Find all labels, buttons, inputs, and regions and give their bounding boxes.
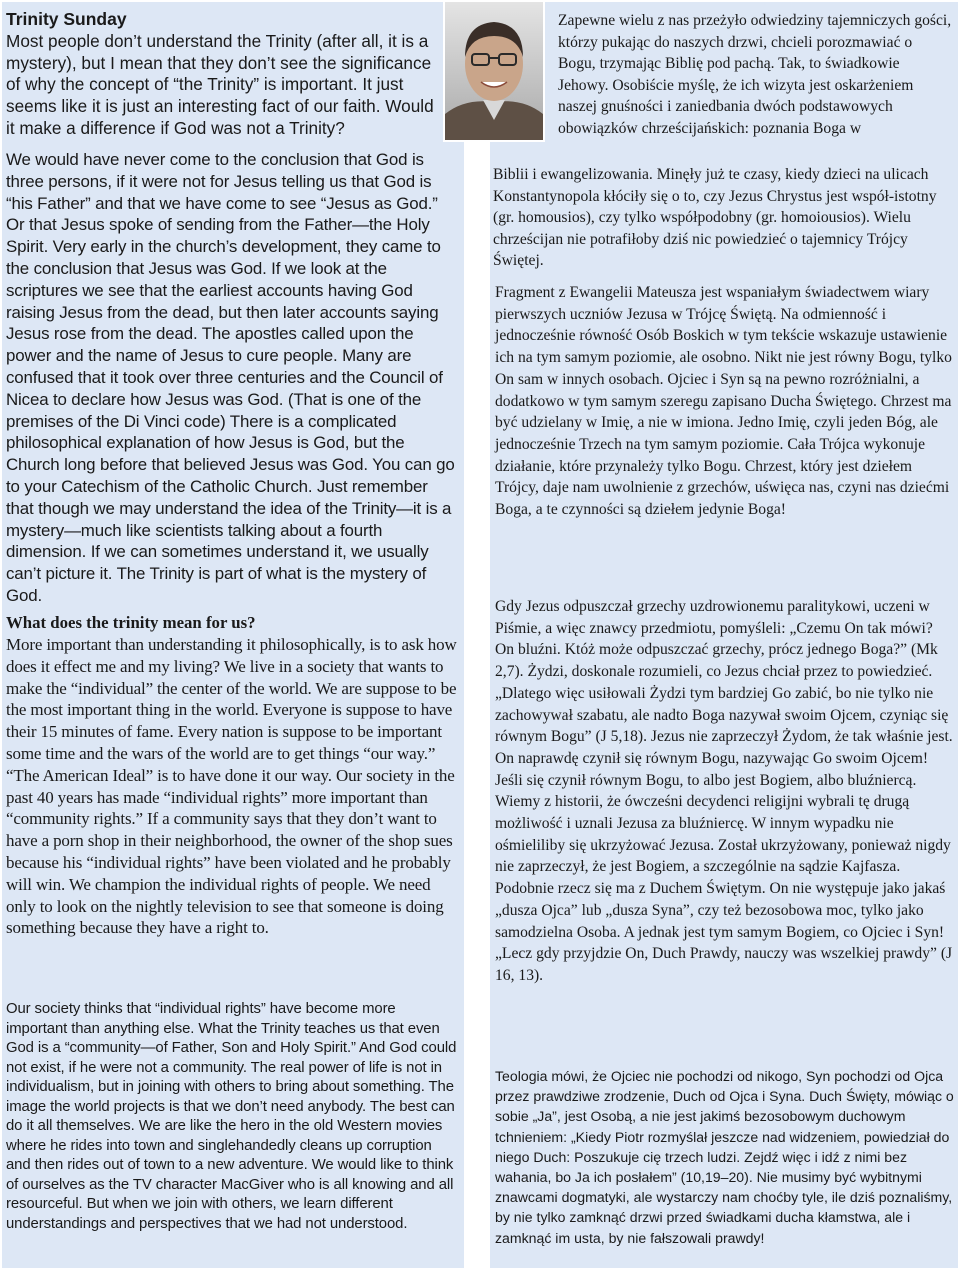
body-paragraph-community: Our society thinks that “individual rights” have become more important than anything else. What the Trinity teaches us that even God is a “community—of Father, Son and Holy Spirit.” And God could not exist, if he were not a community. The real power of life is not in individualism, but in joining with others to bring about something. The image the world projects is that we don’t need anybody. The best can do it all themselves. We are like the hero in the old Western movies where he rides into town and singlehandedly cleans up corruption and then rides out of town to a new adventure. We would like to think of ourselves as the TV character MacGiver who is all knowing and all resourceful. But when we join with others, we learn different understandings and perspectives that we had not understood.: [6, 1001, 457, 1232]
article-title: Trinity Sunday: [6, 9, 127, 29]
body-paragraph-individual-rights: More important than understanding it philosophically, is to ask how does it effect me and my living? We live in a society that wants to make the “individual” the center of the world. We are suppose to be the most important thing in the world. Everyone is suppose to have their 15 minutes of fame. Every nation is suppose to be important some time and the wars of the world are to get things “our way.” “The American Ideal” is to have done it our way. Our society in the past 40 years has made “individual rights” more important than “community rights.” If a community says that they don’t want to have a porn shop in their neighborhood, the owner of the shop sues because his “individual rights” have been violated and he probably will win. We champion the individual rights of people. We need only to look on the nightly television to see that someone is doing something because they have a right to.: [6, 635, 457, 938]
polish-paragraph-1: Zapewne wielu z nas przeżyło odwiedziny tajemniczych gości, którzy pukając do naszych drzwi, chcieli porozmawiać o Bogu, trzymając Biblię pod pachą. Tak, to świadkowie Jehowy. Osobiście myślę, że ich wizyta jest oskarżeniem naszej gnuśności i zaniedbania dwóch podstawowych obowiązków chrześcijańskich: poznania Boga w: [558, 12, 952, 137]
author-photo: [443, 0, 545, 142]
polish-paragraph-1-continued: Biblii i ewangelizowania. Minęły już te czasy, kiedy dzieci na ulicach Konstantynopola kłóciły się o to, czy Jezus Chrystus jest współ-istotny (gr. homousios), czy tylko współpodobny (gr. homoiousios). Wielu chrześcijan nie potrafiłoby dziś nic powiedzieć o tajemnicy Trójcy Świętej.: [493, 166, 937, 269]
section-heading: What does the trinity mean for us?: [6, 613, 256, 632]
main-paragraph: We would have never come to the conclusion that God is three persons, if it were not for Jesus telling us that God is “his Father” and that we have come to see “Jesus as God.” Or that Jesus spoke of sending from the Father—the Holy Spirit. Very early in the church’s development, they came to the conclusion that Jesus was God. If we look at the scriptures we see that the earliest accounts having God raising Jesus from the dead, but then later accounts saying Jesus rose from the dead. The apostles called upon the power and the name of Jesus to cure people. Many are confused that it took over three centuries and the Council of Nicea to declare how Jesus was God. (That is one of the premises of the Di Vinci code) There is a complicated philosophical explanation of how Jesus is God, but the Church long before that believed Jesus was God. You can go to your Catechism of the Catholic Church. Just remember that though we may understand the idea of the Trinity—it is a mystery—much like scientists talking about a fourth dimension. If we can sometimes understand it, we usually can’t picture it. The Trinity is part of what is the mystery of God.: [6, 150, 455, 605]
polish-paragraph-2: Fragment z Ewangelii Mateusza jest wspaniałym świadectwem wiary pierwszych uczniów Jezusa w Trójcę Świętą. Na odmienność i jednocześnie równość Osób Boskich w tym tekście wskazuje ustawienie ich na tym samym poziomie, ale osobno. Nikt nie jest równy Bogu, tylko On sam w innych osobach. Ojciec i Syn są na pewno rozróżnialni, a dodatkowo w tym samym szeregu zapisano Ducha Świętego. Chrzest ma być udzielany w Imię, a nie w imiona. Jedno Imię, czyli jeden Bóg, ale jednocześnie Trzech na tym samym poziomie. Cała Trójca wykonuje działanie, które przynależy tylko Bogu. Chrzest, który jest dziełem Trójcy, daje nam uwolnienie z grzechów, uświęca nas, czyni nas dziećmi Boga, a te czynności są dziełem jedynie Boga!: [495, 284, 952, 519]
intro-paragraph: Most people don’t understand the Trinity (after all, it is a mystery), but I mean that they don’t see the significance of why the concept of “the Trinity” is important. It just seems like it is just an interesting fact of our faith. Would it make a difference if God was not a Trinity?: [6, 31, 434, 138]
polish-paragraph-4: Teologia mówi, że Ojciec nie pochodzi od nikogo, Syn pochodzi od Ojca przez prawdziwe zrodzenie, Duch od Ojca i Syna. Duch Święty, mówiąc o sobie „Ja”, jest Osobą, a nie jest jakimś bezosobowym duchowym tchnieniem: „Kiedy Piotr rozmyślał jeszcze nad widzeniem, powiedział do niego Duch: Poszukuje cię trzech ludzi. Zejdź więc i idź z nimi bez wahania, bo Ja ich posłałem” (10,19–20). Nie musimy być wybitnymi znawcami dogmatyki, ale wystarczy nam choćby tyle, ile dziś poznaliśmy, by nie tylko zamknąć drzwi przed świadkami ducha kłamstwa, ale i zamknąć im usta, by nie fałszowali prawdy!: [495, 1068, 954, 1246]
polish-paragraph-3: Gdy Jezus odpuszczał grzechy uzdrowionemu paralitykowi, uczeni w Piśmie, a więc znawcy przedmiotu, pomyśleli: „Czemu On tak mówi? On bluźni. Któż może odpuszczać grzechy, prócz jednego Boga?” (Mk 2,7). Żydzi, doskonale rozumieli, co Jezus chciał przez to powiedzieć. „Dlatego więc usiłowali Żydzi tym bardziej Go zabić, bo nie tylko nie zachowywał szabatu, ale nadto Boga nazywał swoim Ojcem, czyniąc się równym Bogu” (J 5,18). Jezus nie zaprzeczył Żydom, że tak właśnie jest. On naprawdę czynił się równym Bogu, nazywając Go swoim Ojcem! Jeśli się czynił równym Bogu, to albo jest Bogiem, albo bluźniercą. Wiemy z historii, że ówcześni decydenci religijni wybrali tę drugą możliwość i uznali Jezusa za bluźniercę. W innym wypadku nie ośmieliliby się ukrzyżować Jezusa. Został ukrzyżowany, ponieważ nigdy nie zaprzeczył, że jest Bogiem, a szczególnie na sądzie Kajfasza. Podobnie rzecz się ma z Duchem Świętym. On nie występuje jako jakaś „dusza Ojca” lub „dusza Syna”, czy też bezosobowa moc, tylko jako samodzielna Osoba. A jednak jest tym samym Bogiem, co Ojciec i Syn! „Lecz gdy przyjdzie On, Duch Prawdy, nauczy was wszelkiej prawdy” (J 16, 13).: [495, 598, 953, 984]
portrait-photo-icon: [445, 2, 543, 140]
